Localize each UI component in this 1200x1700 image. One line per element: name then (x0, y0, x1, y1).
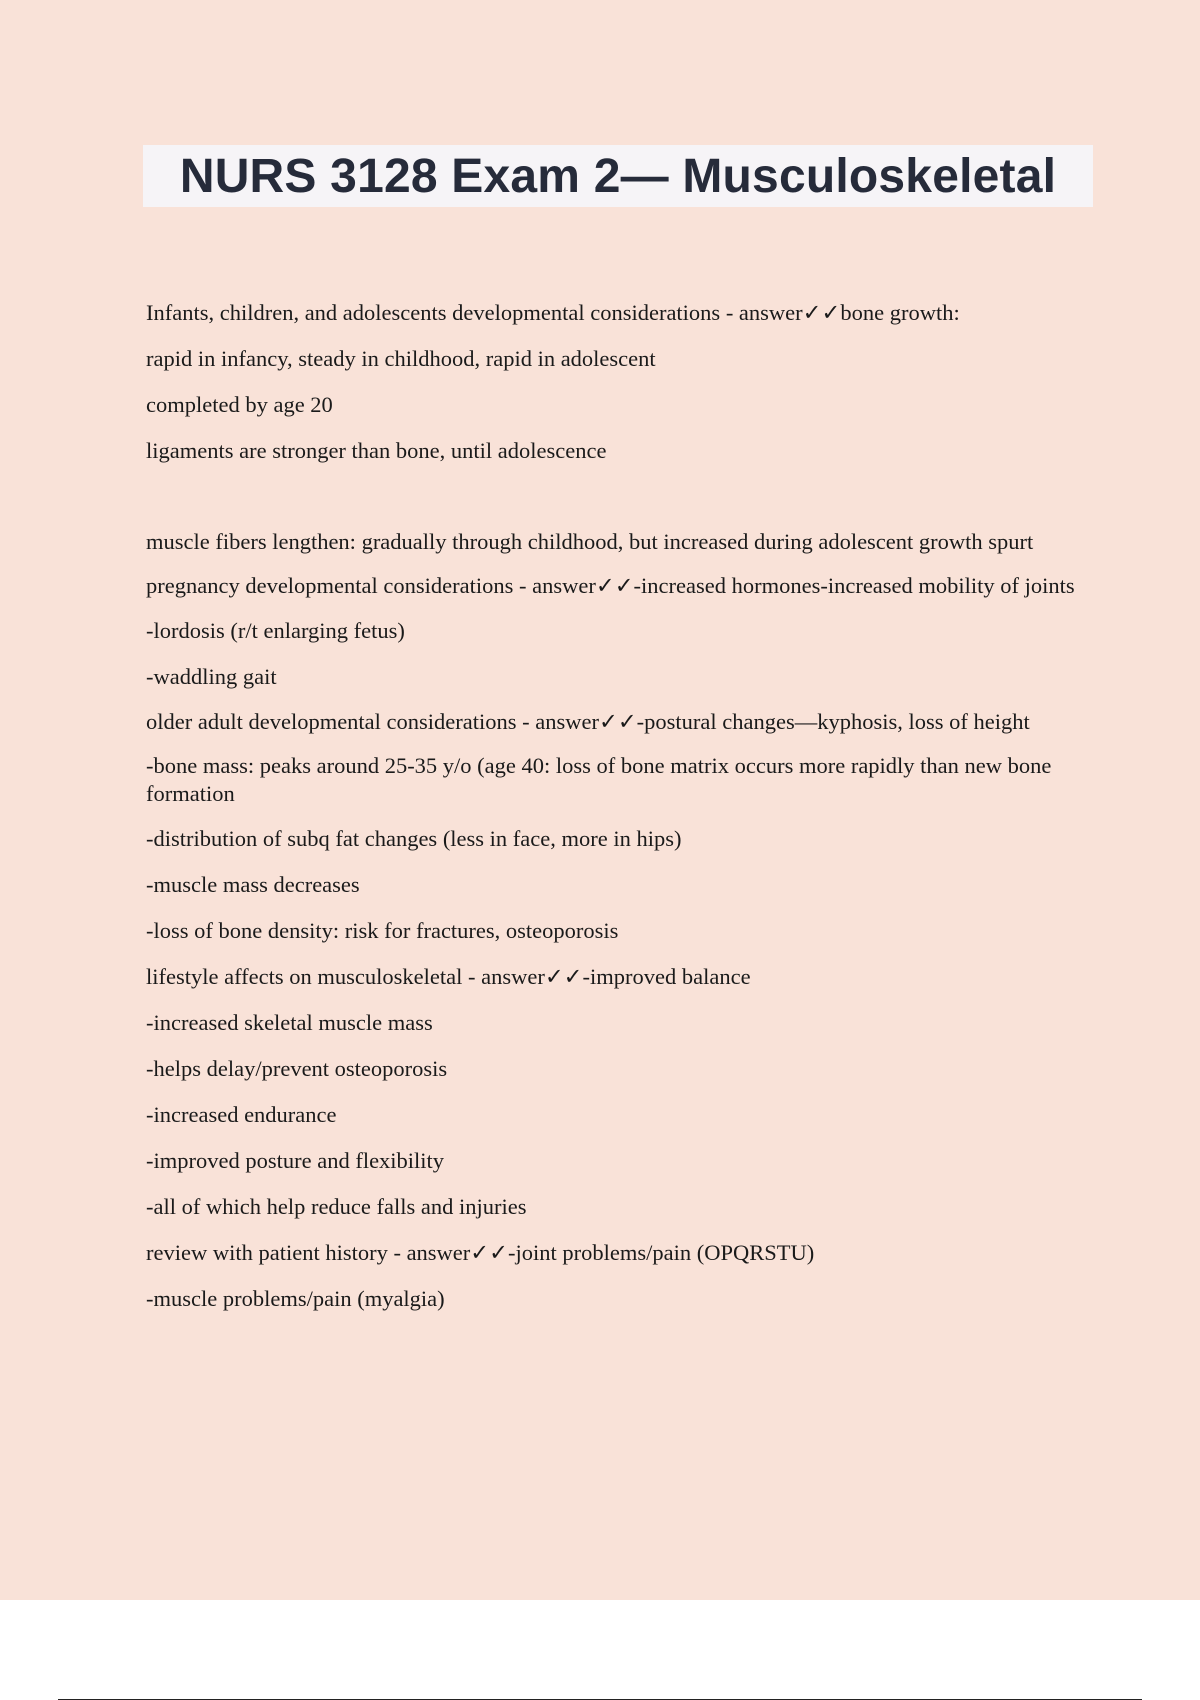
text-line: pregnancy developmental considerations - answer✓✓-increased hormones-increased mobility of joints (146, 573, 1075, 598)
text-line: -increased endurance (146, 1102, 337, 1127)
page-title: NURS 3128 Exam 2— Musculoskeletal (179, 149, 1057, 203)
text-line: -lordosis (r/t enlarging fetus) (146, 618, 405, 643)
text-line: older adult developmental considerations - answer✓✓-postural changes—kyphosis, loss of height (146, 709, 1030, 734)
text-line: muscle fibers lengthen: gradually through childhood, but increased during adolescent growth spurt (146, 529, 1034, 554)
paragraph-gap (146, 482, 1096, 528)
text-line: -loss of bone density: risk for fractures, osteoporosis (146, 918, 619, 943)
title-banner (143, 145, 1093, 207)
text-line: -waddling gait (146, 664, 277, 689)
text-line: -all of which help reduce falls and injuries (146, 1194, 527, 1219)
text-line: ligaments are stronger than bone, until adolescence (146, 438, 607, 463)
text-line: -distribution of subq fat changes (less in face, more in hips) (146, 826, 682, 851)
text-line: -helps delay/prevent osteoporosis (146, 1056, 448, 1081)
text-line: -muscle mass decreases (146, 872, 360, 897)
text-line: -increased skeletal muscle mass (146, 1010, 433, 1035)
text-line: review with patient history - answer✓✓-joint problems/pain (OPQRSTU) (146, 1240, 815, 1265)
text-line: rapid in infancy, steady in childhood, rapid in adolescent (146, 346, 656, 371)
text-line: lifestyle affects on musculoskeletal - answer✓✓-improved balance (146, 964, 751, 989)
text-line: -muscle problems/pain (myalgia) (146, 1286, 445, 1311)
text-line: -improved posture and flexibility (146, 1148, 445, 1173)
text-line: completed by age 20 (146, 392, 333, 417)
text-line: -bone mass: peaks around 25-35 y/o (age 40: loss of bone matrix occurs more rapidly than new bone formation (146, 753, 1052, 806)
text-line: Infants, children, and adolescents developmental considerations - answer✓✓bone growth: (146, 300, 960, 325)
document-body (146, 298, 1096, 1330)
